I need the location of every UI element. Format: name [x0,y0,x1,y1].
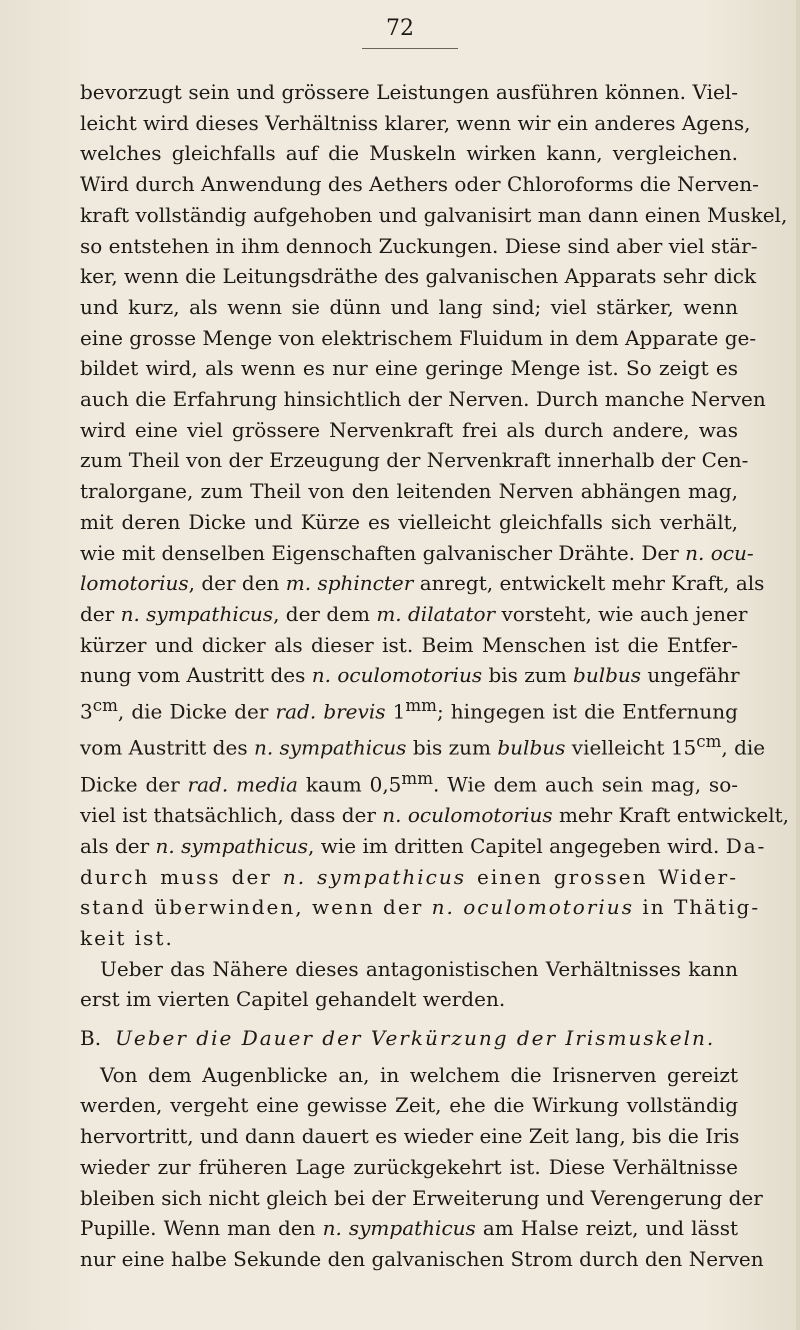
paragraph-2 [80,954,738,1015]
text-line: nur eine halbe Sekunde den galvanischen Strom durch den Nerven [80,1246,764,1271]
text-line: kraft vollständig aufgehoben und galvanisirt man dann einen Muskel, [80,202,788,227]
body-text [80,77,789,1275]
text-line: vom Austritt des n. sympathicus bis zum bulbus vielleicht $15^{cm}$, die [80,732,766,761]
text-line: so entstehen in ihm dennoch Zuckungen. Diese sind aber viel stär- [80,233,758,258]
anatomical-term: bulbus [573,663,642,688]
paragraph-1 [80,77,789,954]
text-line: stand überwinden, wenn der n. oculomotorius in Thätig- [80,895,761,920]
anatomical-term: lomotorius [80,571,189,596]
anatomical-term: rad. brevis [275,699,386,724]
text-line: werden, vergeht eine gewisse Zeit, ehe die Wirkung vollständig [80,1093,738,1118]
section-letter: B. [80,1026,102,1051]
anatomical-term: n. sympathicus [282,864,466,889]
unit: cm [696,732,722,752]
text-line: tralorgane, zum Theil von den leitenden Nerven abhängen mag, [80,479,738,504]
text-line: mit deren Dicke und Kürze es vielleicht gleichfalls sich verhält, [80,509,738,534]
text-line: Wird durch Anwendung des Aethers oder Chloroforms die Nerven- [80,172,759,197]
text-line: und kurz, als wenn sie dünn und lang sind; viel stärker, wenn [80,294,738,319]
anatomical-term: n. ocu- [685,540,754,565]
text-line: Ueber das Nähere dieses antagonistischen Verhältnisses kann [100,956,738,981]
text-line: auch die Erfahrung hinsichtlich der Nerven. Durch manche Nerven [80,387,766,412]
text-line: keit ist. [80,925,174,950]
text-line: hervortritt, und dann dauert es wieder eine Zeit lang, bis die Iris [80,1124,740,1149]
text-line: bildet wird, als wenn es nur eine geringe Menge ist. So zeigt es [80,356,738,381]
text-line: der n. sympathicus, der dem m. dilatator vorsteht, wie auch jener [80,601,748,626]
page-number: 72 [386,16,414,41]
emphasis-text: Da- [725,833,767,858]
text-line: eine grosse Menge von elektrischem Fluidum in dem Apparate ge- [80,325,757,350]
text-line: welches gleichfalls auf die Muskeln wirken kann, vergleichen. [80,141,738,166]
header-rule [362,48,458,49]
anatomical-term: n. sympathicus [253,736,407,761]
anatomical-term: rad. media [187,772,298,797]
text-line: wie mit denselben Eigenschaften galvanischer Drähte. Der n. ocu- [80,540,754,565]
unit: mm [401,768,434,788]
section-title: Ueber die Dauer der Verkürzung der Irismuskeln. [115,1026,716,1051]
anatomical-term: n. sympathicus [322,1216,476,1241]
anatomical-term: m. sphincter [285,571,414,596]
unit: mm [405,696,437,716]
text-line: leicht wird dieses Verhältniss klarer, wenn wir ein anderes Agens, [80,110,751,135]
anatomical-term: n. sympathicus [155,833,309,858]
text-line: ker, wenn die Leitungsdräthe des galvanischen Apparats sehr dick [80,264,757,289]
text-line: wieder zur früheren Lage zurückgekehrt ist. Diese Verhältnisse [80,1154,738,1179]
anatomical-term: n. oculomotorius [311,663,483,688]
anatomical-term: n. sympathicus [120,601,274,626]
anatomical-term: bulbus [497,736,566,761]
text-line: als der n. sympathicus, wie im dritten Capitel angegeben wird. Da- [80,833,767,858]
text-line: lomotorius, der den m. sphincter anregt, entwickelt mehr Kraft, als [80,571,765,596]
paragraph-3 [80,1060,764,1275]
text-line: nung vom Austritt des n. oculomotorius bis zum bulbus ungefähr [80,663,740,688]
text-line: Dicke der rad. media kaum $0,5^{mm}$. Wie dem auch sein mag, so- [80,768,738,797]
text-line: zum Theil von der Erzeugung der Nervenkraft innerhalb der Cen- [80,448,749,473]
text-line: bevorzugt sein und grössere Leistungen ausführen können. Viel- [80,80,738,104]
page-edge [796,0,800,1330]
text-line: $3^{cm}$, die Dicke der rad. brevis $1^{mm}$; hingegen ist die Entfernung [80,696,738,724]
text-line: durch muss der n. sympathicus einen grossen Wider- [80,864,738,889]
unit: cm [92,696,118,716]
text-line: bleiben sich nicht gleich bei der Erweiterung und Verengerung der [80,1185,763,1210]
anatomical-term: m. dilatator [376,601,496,626]
text-line: wird eine viel grössere Nervenkraft frei als durch andere, was [80,417,738,442]
text-line: kürzer und dicker als dieser ist. Beim Menschen ist die Entfer- [80,632,738,657]
text-line: viel ist thatsächlich, dass der n. oculomotorius mehr Kraft entwickelt, [80,803,789,828]
text-line: Pupille. Wenn man den n. sympathicus am Halse reizt, und lässt [80,1216,739,1241]
text-line: erst im vierten Capitel gehandelt werden. [80,987,506,1012]
anatomical-term: n. oculomotorius [382,803,553,828]
text-line: Von dem Augenblicke an, in welchem die Irisnerven gereizt [100,1062,738,1087]
anatomical-term: n. oculomotorius [431,895,634,920]
section-heading [80,1023,738,1054]
